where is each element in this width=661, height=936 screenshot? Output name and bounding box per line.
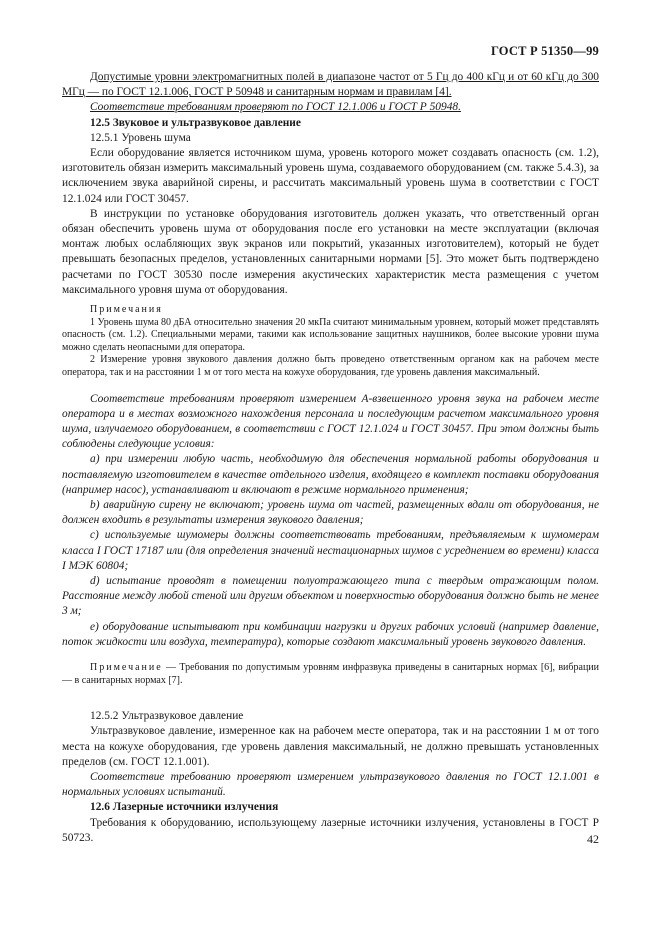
note-text: — Требования по допустимым уровням инфразвука приведены в санитарных нормах [6], вибрации — в санитарных нормах [7]. — [62, 662, 599, 686]
paragraph-noise-compliance: Соответствие требованиям проверяют измерением А-взвешенного уровня звука на рабочем месте оператора и в местах возможного нахождения персонала и последующим расчетом максимального уровня шума, излучаемого оборудованием, в соответствии с ГОСТ 12.1.024 и ГОСТ 30457. При этом должны быть соблюдены следующие условия: — [62, 392, 599, 451]
note-1: 1 Уровень шума 80 дБА относительно значения 20 мкПа считают минимальным уровнем, который может представлять опасность (см. 1.2). Специальными мерами, такими как использование защитных наушников, более высокие уровни шума можно сделать неопасными для оператора. — [62, 316, 599, 353]
note-label: Примечание — [90, 662, 163, 674]
paragraph-laser: Требования к оборудованию, использующему лазерные источники излучения, установлены в ГОСТ Р 50723. — [62, 816, 599, 844]
paragraph-emf-compliance: Соответствие требованиям проверяют по ГОСТ 12.1.006 и ГОСТ Р 50948. — [90, 101, 461, 114]
paragraph-ultrasound-compliance: Соответствие требованию проверяют измерением ультразвукового давления по ГОСТ 12.1.001 в нормальных условиях испытаний. — [62, 771, 599, 799]
paragraph-ultrasound: Ультразвуковое давление, измеренное как на рабочем месте оператора, так и на расстоянии 1 м от того места на кожухе оборудования, где уровень давления максимальный, не должно превышать установленных пределов (см. ГОСТ 12.1.001). — [62, 725, 599, 768]
standard-header: ГОСТ Р 51350—99 — [490, 44, 599, 58]
paragraph-installation-instructions: В инструкции по установке оборудования изготовитель должен указать, что ответственный орган обязан обеспечить уровень шума от оборудования после его установки на месте эксплуатации (включая монтаж любых ослабляющих звук экранов или покрытий, указанных изготовителем), который не будет превышать безопасных пределов, установленных санитарными нормами [5]. Это может быть подтверждено расчетами по ГОСТ 30530 после измерения акустических характеристик места размещения с учетом максимального уровня шума от оборудования. — [62, 207, 599, 296]
condition-e: e) оборудование испытывают при комбинации нагрузки и других рабочих условий (например давление, поток жидкости или воздуха, температура), которые создают максимальный уровень звукового давления. — [62, 620, 599, 648]
paragraph-emf-limits: Допустимые уровни электромагнитных полей в диапазоне частот от 5 Гц до 400 кГц и от 60 кГц до 300 МГц — по ГОСТ 12.1.006, ГОСТ Р 50948 и санитарным нормам и правилам [4]. — [62, 71, 599, 99]
subsection-heading-12-5-1: 12.5.1 Уровень шума — [90, 131, 191, 144]
notes-title: Примечания — [90, 304, 163, 316]
paragraph-noise-source: Если оборудование является источником шума, уровень которого может создавать опасность (см. 1.2), изготовитель обязан измерить максимальный уровень шума, создаваемого оборудованием (см. также 5.4.3), за исключением звука аварийной сирены, и рассчитать максимальный уровень шума в соответствии с ГОСТ 12.1.024 или ГОСТ 30457. — [62, 147, 599, 205]
section-heading-12-5: 12.5 Звуковое и ультразвуковое давление — [90, 116, 301, 129]
note-infrasound — [62, 662, 599, 687]
note-2: 2 Измерение уровня звукового давления должно быть проведено ответственным органом как на рабочем месте оператора, так и на расстоянии 1 м от того места на кожухе оборудования, где уровень давления максимальный. — [62, 354, 599, 379]
condition-a: а) при измерении любую часть, необходимую для обеспечения нормальной работы оборудования и поставляемую изготовителем в качестве отдельного изделия, входящего в комплект поставки оборудования (например насос), устанавливают и включают в режиме нормального применения; — [62, 453, 599, 496]
condition-b: b) аварийную сирену не включают; уровень шума от частей, размещенных вдали от оборудования, не должен входить в результаты измерения звукового давления; — [62, 499, 599, 527]
section-heading-12-6: 12.6 Лазерные источники излучения — [90, 801, 279, 814]
condition-c: c) используемые шумомеры должны соответствовать требованиям, предъявляемым к шумомерам класса I ГОСТ 17187 или (для определения значений нестационарных шумов с усреднением во времени) класса I МЭК 60804; — [62, 529, 599, 572]
page-number: 42 — [587, 832, 599, 846]
page-content — [62, 70, 599, 846]
subsection-heading-12-5-2: 12.5.2 Ультразвуковое давление — [90, 710, 244, 723]
condition-d: d) испытание проводят в помещении полуотражающего типа с твердым отражающим полом. Расстояние между любой стеной или другим объектом и поверхностью оборудования должно быть не менее 3 м; — [62, 575, 599, 618]
